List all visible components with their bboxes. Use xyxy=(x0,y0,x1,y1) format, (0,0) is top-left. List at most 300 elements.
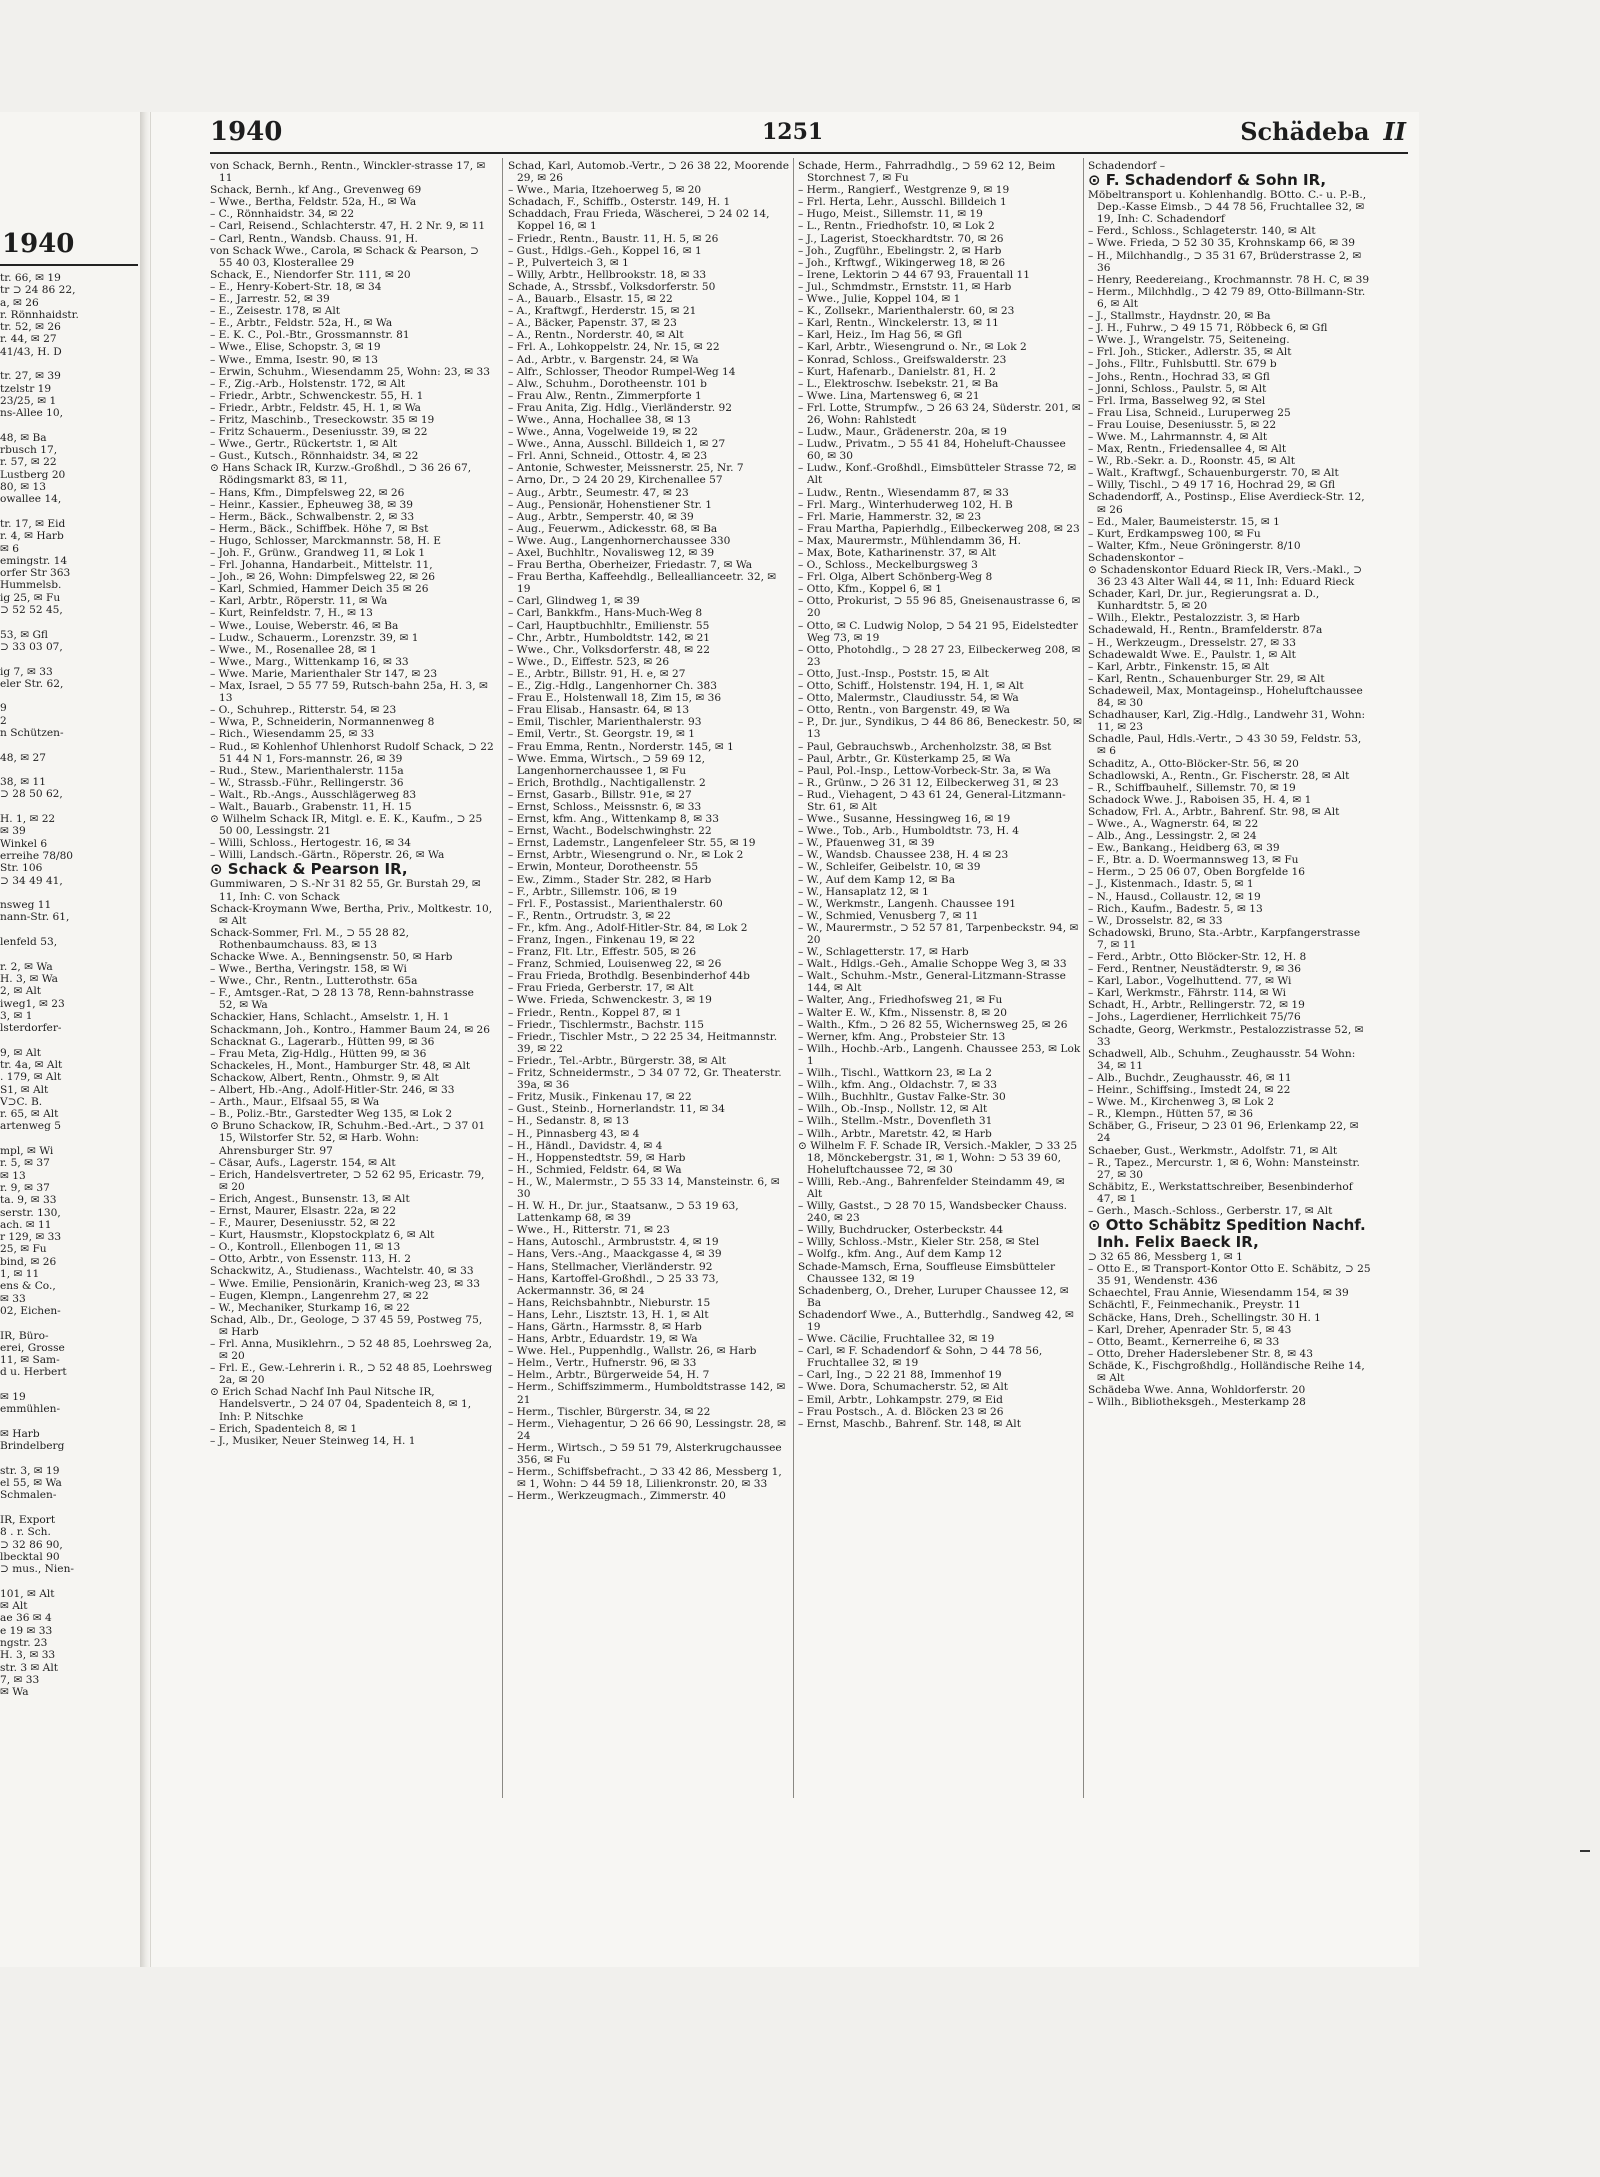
directory-entry: – H., Schmied, Feldstr. 64, ✉ Wa xyxy=(508,1163,682,1176)
directory-entry: Schaechtel, Frau Annie, Wiesendamm 154, ✉ 39 xyxy=(1088,1287,1349,1300)
directory-entry: – Carl, Hauptbuchhltr., Emilienstr. 55 xyxy=(508,619,710,632)
directory-entry: – Rud., Stew., Marienthalerstr. 115a xyxy=(210,764,404,777)
directory-entry: – E., Arbtr., Feldstr. 52a, H., ✉ Wa xyxy=(210,317,393,330)
directory-entry: – Wolfg., kfm. Ang., Auf dem Kamp 12 xyxy=(798,1248,1003,1261)
directory-entry: – Herm., Wirtsch., ⊃ 59 51 79, Alsterkrugchaussee 356, ✉ Fu xyxy=(508,1441,782,1467)
directory-entry: – Hans, Gärtn., Harmsstr. 8, ✉ Harb xyxy=(508,1321,702,1333)
directory-entry: – W., Schlagetterstr. 17, ✉ Harb xyxy=(798,946,969,959)
directory-entry: – Willy, Schloss.-Mstr., Kieler Str. 258, ✉ Stel xyxy=(798,1236,1040,1249)
previous-page-line: ✉ Alt xyxy=(0,1600,28,1613)
previous-page-year: 1940 xyxy=(2,229,75,259)
previous-page-line: ✉ Harb xyxy=(0,1427,40,1440)
directory-entry: – Friedr., Rentn., Koppel 87, ✉ 1 xyxy=(508,1006,682,1019)
directory-entry: Schadhauser, Karl, Zig.-Hdlg., Landwehr 31, Wohn: 11, ✉ 23 xyxy=(1088,709,1366,734)
previous-page-line: emmühlen- xyxy=(0,1403,61,1416)
directory-entry: – Ernst, Schloss., Meissnstr. 6, ✉ 33 xyxy=(508,800,702,813)
directory-entry: – Frl. Marg., Winterhuderweg 102, H. B xyxy=(798,498,1013,511)
directory-entry: Schäber, G., Friseur, ⊃ 23 01 96, Erlenkamp 22, ✉ 24 xyxy=(1088,1120,1359,1145)
directory-entry: – Otto, Kfm., Koppel 6, ✉ 1 xyxy=(798,583,943,596)
directory-entry: ⊙ Bruno Schackow, IR, Schuhm.-Bed.-Art., ⊃ 37 01 15, Wilstorfer Str. 52, ✉ Harb. Wohn: Ahrensburger Str. 97 xyxy=(210,1120,486,1157)
directory-entry: – Antonie, Schwester, Meissnerstr. 25, Nr. 7 xyxy=(508,462,744,475)
previous-page-line: IR, Büro- xyxy=(0,1329,49,1342)
directory-entry: – W., Wandsb. Chaussee 238, H. 4 ✉ 23 xyxy=(798,849,1009,862)
directory-entry: – Willy, Arbtr., Hellbrookstr. 18, ✉ 33 xyxy=(508,268,707,281)
previous-page-line xyxy=(0,764,138,776)
directory-entry: – Herm., Bäck., Schwalbenstr. 2, ✉ 33 xyxy=(210,510,415,523)
directory-entry: Schackmann, Joh., Kontro., Hammer Baum 24, ✉ 26 xyxy=(210,1023,491,1036)
directory-entry: – Wwe. Hel., Puppenhdlg., Wallstr. 26, ✉ Harb xyxy=(508,1345,757,1358)
directory-entry: – W., Werkmstr., Langenh. Chaussee 191 xyxy=(798,897,1016,910)
directory-entry: – O., Schuhrep., Ritterstr. 54, ✉ 23 xyxy=(210,704,397,717)
directory-entry: – Joh., ✉ 26, Wohn: Dimpfelsweg 22, ✉ 26 xyxy=(210,571,435,584)
directory-entry: – H., Pinnasberg 43, ✉ 4 xyxy=(508,1127,640,1140)
directory-entry: – Ferd., Rentner, Neustädterstr. 9, ✉ 36 xyxy=(1088,963,1301,976)
directory-entry: Schadewaldt Wwe. E., Paulstr. 1, ✉ Alt xyxy=(1088,648,1296,661)
directory-entry: – Gust., Kutsch., Rönnhaidstr. 34, ✉ 22 xyxy=(210,450,419,463)
directory-entry: – Max, Maurermstr., Mühlendamm 36, H. xyxy=(798,534,1022,547)
directory-entry: – B., Poliz.-Btr., Garstedter Weg 135, ✉ Lok 2 xyxy=(210,1108,453,1121)
previous-page-line: Lustberg 20 xyxy=(0,468,66,481)
previous-page-line xyxy=(0,690,138,702)
directory-entry: Schaeber, Gust., Werkmstr., Adolfstr. 71, ✉ Alt xyxy=(1088,1144,1338,1157)
directory-entry: – Walt., Kraftwgf., Schauenburgerstr. 70, ✉ Alt xyxy=(1088,467,1339,480)
directory-entry: – Wwe., Maria, Itzehoerweg 5, ✉ 20 xyxy=(508,184,702,197)
directory-entry: – E. K. C., Pol.-Btr., Grossmannstr. 81 xyxy=(210,329,410,342)
directory-entry: – Frau Lisa, Schneid., Luruperweg 25 xyxy=(1088,406,1291,419)
directory-entry: – Frl. Marie, Hammerstr. 32, ✉ 23 xyxy=(798,510,982,523)
directory-entry: – Otto, Beamt., Kernerreihe 6, ✉ 33 xyxy=(1088,1335,1280,1348)
directory-entry: – Wwe. J., Wrangelstr. 75, Seiteneing. xyxy=(1088,334,1290,347)
previous-page-line: erei, Grosse xyxy=(0,1341,65,1354)
directory-entry: – Karl, Rentn., Schauenburger Str. 29, ✉ Alt xyxy=(1088,672,1325,685)
previous-page-line: 3, ✉ 1 xyxy=(0,1009,33,1022)
directory-entry: – Wilh., Bibliotheksgeh., Mesterkamp 28 xyxy=(1088,1396,1306,1409)
directory-entry: ⊙ Hans Schack IR, Kurzw.-Großhdl., ⊃ 36 26 67, Rödingsmarkt 83, ✉ 11, xyxy=(210,462,472,487)
previous-page-line: rbusch 17, xyxy=(0,444,58,457)
directory-entry: – Heinr., Schiffsing., Imstedt 24, ✉ 22 xyxy=(1088,1084,1291,1097)
directory-entry: – Karl, Dreher, Apenrader Str. 5, ✉ 43 xyxy=(1088,1323,1292,1336)
directory-entry: – Wwe., Anna, Vogelweide 19, ✉ 22 xyxy=(508,426,698,439)
directory-entry: – F., Amtsger.-Rat, ⊃ 28 13 78, Renn-bahnstrasse 52, ✉ Wa xyxy=(210,987,474,1012)
directory-entry: – Aug., Pensionär, Hohenstiener Str. 1 xyxy=(508,498,713,511)
directory-entry: – Willy, Buchdrucker, Osterbeckstr. 44 xyxy=(798,1224,1004,1237)
directory-entry: – Wwe., H., Ritterstr. 71, ✉ 23 xyxy=(508,1224,670,1237)
directory-entry: – Fritz Schauerm., Deseniusstr. 39, ✉ 22 xyxy=(210,426,428,439)
directory-entry: – Walt., Rb.-Angs., Ausschlägerweg 83 xyxy=(210,788,417,801)
directory-entry: – Otto E., ✉ Transport-Kontor Otto E. Schäbitz, ⊃ 25 35 91, Wendenstr. 436 xyxy=(1088,1263,1371,1288)
directory-entry: – Wilh., kfm. Ang., Oldachstr. 7, ✉ 33 xyxy=(798,1079,997,1092)
directory-entry: Schad, Alb., Dr., Geologe, ⊃ 37 45 59, Postweg 75, ✉ Harb xyxy=(210,1313,483,1338)
directory-entry: – Karl, Labor., Vogelhuttend. 77, ✉ Wi xyxy=(1088,975,1292,988)
directory-entry: – Wwe., Marg., Wittenkamp 16, ✉ 33 xyxy=(210,655,409,668)
previous-page-line: Str. 106 xyxy=(0,862,43,875)
directory-entry: Schackow, Albert, Rentn., Ohmstr. 9, ✉ Alt xyxy=(210,1071,439,1084)
directory-entry: – W., Drosselstr. 82, ✉ 33 xyxy=(1088,914,1223,927)
directory-entry: – Joh., Zugführ., Ebelingstr. 2, ✉ Harb xyxy=(798,244,1002,257)
directory-entry: – Erwin, Schuhm., Wiesendamm 25, Wohn: 23, ✉ 33 xyxy=(210,365,491,378)
directory-entry: ⊙ Wilhelm F. F. Schade IR, Versich.-Makler, ⊃ 33 25 18, Mönckebergstr. 31, ✉ 1, Wohn: ⊃ 53 39 60, Hoheluftchaussee 72, ✉ 30 xyxy=(798,1139,1078,1176)
directory-entry: Schade, Herm., Fahrradhdlg., ⊃ 59 62 12, Beim Storchnest 7, ✉ Fu xyxy=(798,160,1056,185)
book-gutter xyxy=(140,112,150,1967)
previous-page-line: str. 3 ✉ Alt xyxy=(0,1661,58,1674)
previous-page-line: tr ⊃ 24 86 22, xyxy=(0,284,76,297)
directory-entry: – Frl. Irma, Basselweg 92, ✉ Stel xyxy=(1088,394,1266,407)
directory-entry: – Emil, Tischler, Marienthalerstr. 93 xyxy=(508,716,702,729)
previous-page-line: eler Str. 62, xyxy=(0,677,64,690)
previous-page-line: 41/43, H. D xyxy=(0,345,62,358)
directory-entry: – Franz, Flt. Ltr., Effestr. 505, ✉ 26 xyxy=(508,946,697,959)
directory-entry: – Carl, Ing., ⊃ 22 21 88, Immenhof 19 xyxy=(798,1369,1002,1382)
directory-entry: ⊙ Erich Schad Nachf Inh Paul Nitsche IR, Handelsvertr., ⊃ 24 07 04, Spadenteich 8, ✉ 1, Inh: P. Nitschke xyxy=(210,1386,472,1423)
directory-entry: – Karl, Rentn., Winckelerstr. 13, ✉ 11 xyxy=(798,317,999,330)
previous-page-line xyxy=(0,616,138,628)
directory-entry: – Otto, Rentn., von Bargenstr. 49, ✉ Wa xyxy=(798,704,1010,717)
directory-entry: – H., W., Malermstr., ⊃ 55 33 14, Mansteinstr. 6, ✉ 30 xyxy=(508,1175,780,1200)
previous-page-line: tr. 52, ✉ 26 xyxy=(0,321,61,334)
previous-page-line: el 55, ✉ Wa xyxy=(0,1477,62,1490)
directory-entry: von Schack, Bernh., Rentn., Winckler-strasse 17, ✉ 11 xyxy=(210,160,486,185)
directory-entry: – Eugen, Klempn., Langenrehm 27, ✉ 22 xyxy=(210,1289,429,1302)
previous-page-column xyxy=(0,272,138,1872)
directory-entry: – Ernst, Arbtr., Wiesengrund o. Nr., ✉ Lok 2 xyxy=(508,849,744,862)
previous-page-line: . 179, ✉ Alt xyxy=(0,1071,62,1084)
directory-entry: – Wwe. Lina, Martensweg 6, ✉ 21 xyxy=(798,389,980,402)
previous-page-line: bind, ✉ 26 xyxy=(0,1255,57,1268)
directory-entry: – R., Klempn., Hütten 57, ✉ 36 xyxy=(1088,1108,1254,1121)
directory-entry: – Herm., Schiffszimmerm., Humboldtstrasse 142, ✉ 21 xyxy=(508,1381,786,1406)
directory-entry: – Wwe. Aug., Langenhornerchaussee 330 xyxy=(508,534,731,547)
previous-page-line xyxy=(0,420,138,432)
previous-page-line: 8 . r. Sch. xyxy=(0,1526,51,1539)
directory-entry: Schadlowski, A., Rentn., Gr. Fischerstr. 28, ✉ Alt xyxy=(1088,769,1350,782)
directory-entry: – Frl. Johanna, Handarbeit., Mittelstr. 11, xyxy=(210,559,433,572)
previous-page-line: ⊃ 32 86 90, xyxy=(0,1538,63,1551)
directory-entry: – Wilh., Buchhltr., Gustav Falke-Str. 30 xyxy=(798,1091,1006,1104)
directory-entry: – Alw., Schuhm., Dorotheenstr. 101 b xyxy=(508,377,707,390)
directory-column-2 xyxy=(508,160,792,1960)
directory-entry: – H. W. H., Dr. jur., Staatsanw., ⊃ 53 19 63, Lattenkamp 68, ✉ 39 xyxy=(508,1200,739,1225)
directory-entry: Schackier, Hans, Schlacht., Amselstr. 1, H. 1 xyxy=(210,1011,450,1024)
directory-entry: – W., Rb.-Sekr. a. D., Roonstr. 45, ✉ Alt xyxy=(1088,455,1295,468)
header-name-range xyxy=(1240,117,1406,146)
directory-entry: Schadenskontor – xyxy=(1088,551,1184,564)
directory-entry: Schackwitz, A., Studienass., Wachtelstr. 40, ✉ 33 xyxy=(210,1265,474,1278)
directory-entry: – Hans, Reichsbahnbtr., Nieburstr. 15 xyxy=(508,1296,711,1309)
directory-entry: – Frau Anita, Zig. Hdlg., Vierländerstr. 92 xyxy=(508,401,732,414)
directory-entry: – Walter, Ang., Friedhofsweg 21, ✉ Fu xyxy=(798,994,1003,1007)
directory-entry: Schadwell, Alb., Schuhm., Zeughausstr. 54 Wohn: 34, ✉ 11 xyxy=(1088,1047,1356,1072)
directory-entry: Schad, Karl, Automob.-Vertr., ⊃ 26 38 22, Moorende 29, ✉ 26 xyxy=(508,160,789,185)
previous-page-line: ✉ 39 xyxy=(0,825,26,838)
directory-entry: – Karl, Arbtr., Röperstr. 11, ✉ Wa xyxy=(210,595,388,608)
directory-entry: – W., Mechaniker, Sturkamp 16, ✉ 22 xyxy=(210,1301,410,1314)
directory-entry: – Rud., Viehagent, ⊃ 43 61 24, General-Litzmann-Str. 61, ✉ Alt xyxy=(798,788,1066,813)
directory-entry: – Arth., Maur., Elfsaal 55, ✉ Wa xyxy=(210,1096,380,1109)
directory-entry: – Frau Frieda, Gerberstr. 17, ✉ Alt xyxy=(508,982,694,995)
directory-entry: Schadendorff, A., Postinsp., Elise Averdieck-Str. 12, ✉ 26 xyxy=(1088,491,1365,516)
directory-entry: – Wwe., Chr., Rentn., Lutterothstr. 65a xyxy=(210,975,418,988)
directory-entry: – Erich, Handelsvertreter, ⊃ 52 62 95, Ericastr. 79, ✉ 20 xyxy=(210,1168,485,1193)
directory-entry: – F., Btr. a. D. Woermannsweg 13, ✉ Fu xyxy=(1088,854,1299,867)
directory-entry: Möbeltransport u. Kohlenhandlg. BOtto. C.- u. P.-B., Dep.-Kasse Eimsb., ⊃ 44 78 56, Fruchtallee 32, ✉ 19, Inh: C. Schadendorf xyxy=(1088,189,1367,226)
previous-page-line xyxy=(0,924,138,936)
directory-entry: – J., Musiker, Neuer Steinweg 14, H. 1 xyxy=(210,1434,416,1447)
directory-entry: – H., Werkzeugm., Dresselstr. 27, ✉ 33 xyxy=(1088,636,1297,649)
directory-entry: – Frl. F., Postassist., Marienthalerstr. 60 xyxy=(508,897,723,910)
directory-entry: – Arno, Dr., ⊃ 24 20 29, Kirchenallee 57 xyxy=(508,474,723,487)
directory-entry: – Wwe., Emma, Isestr. 90, ✉ 13 xyxy=(210,353,379,366)
directory-entry: – Erwin, Monteur, Dorotheenstr. 55 xyxy=(508,861,699,874)
directory-entry: – Frau Frieda, Brothdlg. Besenbinderhof 44b xyxy=(508,970,750,983)
directory-entry: – Wwe. M., Kirchenweg 3, ✉ Lok 2 xyxy=(1088,1096,1274,1109)
previous-page-line: 2 xyxy=(0,714,7,727)
previous-page-line: 9 xyxy=(0,702,7,715)
firm-entry: ⊙ Otto Schäbitz Spedition Nachf. Inh. Felix Baeck IR, xyxy=(1088,1216,1366,1252)
previous-page-line: 48, ✉ 27 xyxy=(0,751,46,764)
directory-entry: – Paul, Gebrauchswb., Archenholzstr. 38, ✉ Bst xyxy=(798,740,1052,753)
previous-page-line: H. 3, ✉ Wa xyxy=(0,972,58,985)
directory-entry: – Karl, Arbtr., Wiesengrund o. Nr., ✉ Lok 2 xyxy=(798,341,1027,354)
previous-page-line: lbecktal 90 xyxy=(0,1550,60,1563)
previous-page-line: ach. ✉ 11 xyxy=(0,1218,52,1231)
directory-column-4 xyxy=(1088,160,1372,1960)
previous-page-line: 25, ✉ Fu xyxy=(0,1243,47,1256)
directory-entry: – E., Jarrestr. 52, ✉ 39 xyxy=(210,293,330,306)
previous-page-line: tzelstr 19 xyxy=(0,382,52,395)
page-header xyxy=(210,117,1410,151)
directory-entry: – Herm., Viehagentur, ⊃ 26 66 90, Lessingstr. 28, ✉ 24 xyxy=(508,1417,786,1442)
directory-entry: – Irene, Lektorin ⊃ 44 67 93, Frauentall 11 xyxy=(798,268,1031,281)
previous-page-line: ✉ Wa xyxy=(0,1686,29,1699)
directory-entry: – Kurt, Hausmstr., Klopstockplatz 6, ✉ Alt xyxy=(210,1229,435,1242)
previous-page-line: r. 2, ✉ Wa xyxy=(0,960,53,973)
directory-entry: – Kurt, Erdkampsweg 100, ✉ Fu xyxy=(1088,527,1261,540)
directory-entry: – Frau Bertha, Kaffeehdlg., Belleallianceetr. 32, ✉ 19 xyxy=(508,571,777,596)
directory-entry: – Rich., Kaufm., Badestr. 5, ✉ 13 xyxy=(1088,902,1263,915)
directory-entry: – R., Tapez., Mercurstr. 1, ✉ 6, Wohn: Mansteinstr. 27, ✉ 30 xyxy=(1088,1156,1360,1181)
directory-entry: – Wwe., Bertha, Feldstr. 52a, H., ✉ Wa xyxy=(210,196,417,209)
previous-page-line: owallee 14, xyxy=(0,493,62,506)
directory-entry: – H., Hoppenstedtstr. 59, ✉ Harb xyxy=(508,1151,686,1164)
previous-page-line: tr. 4a, ✉ Alt xyxy=(0,1059,63,1071)
previous-page-line: IR, Export xyxy=(0,1513,56,1526)
directory-entry: – Aug., Feuerwm., Adickesstr. 68, ✉ Ba xyxy=(508,522,718,535)
directory-entry: Schackeles, H., Mont., Hamburger Str. 48, ✉ Alt xyxy=(210,1059,471,1072)
directory-entry: – W., Strassb.-Führ., Rellingerstr. 36 xyxy=(210,776,404,789)
directory-entry: – Wwe., D., Eiffestr. 523, ✉ 26 xyxy=(508,655,670,668)
previous-page-line: r. 5, ✉ 37 xyxy=(0,1157,50,1170)
directory-entry: ⊙ Schadenskontor Eduard Rieck IR, Vers.-Makl., ⊃ 36 23 43 Alter Wall 44, ✉ 11, Inh: Eduard Rieck xyxy=(1088,564,1363,589)
directory-entry: – Ed., Maler, Baumeisterstr. 15, ✉ 1 xyxy=(1088,515,1280,528)
directory-entry: – Aug., Arbtr., Seumestr. 47, ✉ 23 xyxy=(508,486,689,499)
directory-entry: – Frl. Olga, Albert Schönberg-Weg 8 xyxy=(798,571,993,584)
directory-entry: – Wwe. M., Lahrmannstr. 4, ✉ Alt xyxy=(1088,430,1268,443)
directory-entry: – F., Zig.-Arb., Holstenstr. 172, ✉ Alt xyxy=(210,377,406,390)
previous-page-line: ⊃ 34 49 41, xyxy=(0,874,63,887)
directory-entry: Schack-Sommer, Frl. M., ⊃ 55 28 82, Rothenbaumchauss. 83, ✉ 13 xyxy=(210,926,409,951)
directory-entry: Schadowski, Bruno, Sta.-Arbtr., Karpfangerstrasse 7, ✉ 11 xyxy=(1088,926,1361,951)
directory-entry: – K., Zollsekr., Marienthalerstr. 60, ✉ 23 xyxy=(798,305,1015,318)
directory-entry: – Friedr., Arbtr., Schwenckestr. 55, H. 1 xyxy=(210,389,424,402)
directory-entry: – Konrad, Schloss., Greifswalderstr. 23 xyxy=(798,353,1007,366)
directory-entry: – Frl. Lotte, Strumpfw., ⊃ 26 63 24, Süderstr. 201, ✉ 26, Wohn: Rahlstedt xyxy=(798,401,1081,426)
header-rule xyxy=(210,152,1408,154)
previous-page-line: e 19 ✉ 33 xyxy=(0,1624,53,1637)
directory-entry: – Helm., Vertr., Hufnerstr. 96, ✉ 33 xyxy=(508,1357,697,1370)
directory-entry: – Willi, Landsch.-Gärtn., Röperstr. 26, ✉ Wa xyxy=(210,849,445,862)
directory-entry: – W., Pfauenweg 31, ✉ 39 xyxy=(798,837,935,850)
previous-page-line: Brindelberg xyxy=(0,1440,65,1453)
directory-entry: – Frl. Anna, Musiklehrn., ⊃ 52 48 85, Loehrsweg 2a, ✉ 20 xyxy=(210,1338,493,1363)
directory-entry: – Wilh., Tischl., Wattkorn 23, ✉ La 2 xyxy=(798,1067,992,1080)
directory-entry: – Henry, Reedereiang., Krochmannstr. 78 H. C, ✉ 39 xyxy=(1088,273,1370,286)
previous-page-line: 11, ✉ Sam- xyxy=(0,1354,60,1367)
directory-entry: – Friedr., Rentn., Baustr. 11, H. 5, ✉ 26 xyxy=(508,232,719,245)
directory-entry: – Herm., Werkzeugmach., Zimmerstr. 40 xyxy=(508,1490,726,1503)
previous-page-line xyxy=(0,653,138,665)
directory-entry: Schade-Mamsch, Erna, Souffleuse Eimsbütteler Chaussee 132, ✉ 19 xyxy=(798,1260,1056,1285)
directory-entry: – Axel, Buchhltr., Novalisweg 12, ✉ 39 xyxy=(508,547,715,559)
directory-entry: – A., Kraftwgf., Herderstr. 15, ✉ 21 xyxy=(508,305,697,318)
previous-page-line xyxy=(0,1416,138,1428)
directory-entry: Schade, A., Strssbf., Volksdorferstr. 50 xyxy=(508,280,716,293)
previous-page-line: ✉ 13 xyxy=(0,1169,26,1182)
previous-page-line: 53, ✉ Gfl xyxy=(0,628,48,641)
directory-entry: – Hugo, Meist., Sillemstr. 11, ✉ 19 xyxy=(798,208,983,221)
directory-entry: – Werner, kfm. Ang., Probsteier Str. 13 xyxy=(798,1030,1006,1043)
previous-page-line: ⊃ 28 50 62, xyxy=(0,788,63,801)
previous-page-line: S1, ✉ Alt xyxy=(0,1083,49,1096)
directory-entry: – L., Elektroschw. Isebekstr. 21, ✉ Ba xyxy=(798,377,999,390)
directory-entry: – Otto, Prokurist, ⊃ 55 96 85, Gneisenaustrasse 6, ✉ 20 xyxy=(798,595,1081,620)
previous-page-line: 23/25, ✉ 1 xyxy=(0,394,57,407)
directory-entry: – Wwe., Bertha, Veringstr. 158, ✉ Wi xyxy=(210,963,407,976)
previous-page-rule xyxy=(0,264,138,266)
directory-entry: – Herm., Rangierf., Westgrenze 9, ✉ 19 xyxy=(798,184,1010,197)
directory-entry: – F., Arbtr., Sillemstr. 106, ✉ 19 xyxy=(508,885,677,898)
directory-entry: – Ernst, Gasarb., Billstr. 91e, ✉ 27 xyxy=(508,788,692,801)
scan-edge-mark xyxy=(1580,1850,1590,1852)
previous-page-line xyxy=(0,948,138,960)
directory-entry: – Albert, Hb.-Ang., Adolf-Hitler-Str. 246, ✉ 33 xyxy=(210,1084,455,1097)
directory-entry: – Hans, Lehr., Lisztstr. 13, H. 1, ✉ Alt xyxy=(508,1308,709,1321)
directory-entry: Schäcke, Hans, Dreh., Schellingstr. 30 H. 1 xyxy=(1088,1311,1321,1324)
directory-entry: Schacke Wwe. A., Benningsenstr. 50, ✉ Harb xyxy=(210,951,453,963)
directory-entry: – Alb., Ang., Lessingstr. 2, ✉ 24 xyxy=(1088,830,1257,843)
directory-entry: – Karl, Heiz., Im Hag 56, ✉ Gfl xyxy=(798,329,962,342)
previous-page-line xyxy=(0,887,138,899)
directory-entry: – Wilh., Stellm.-Mstr., Dovenfleth 31 xyxy=(798,1115,993,1128)
directory-entry: Schaditz, A., Otto-Blöcker-Str. 56, ✉ 20 xyxy=(1088,757,1299,770)
directory-entry: – Wilh., Elektr., Pestalozzistr. 3, ✉ Harb xyxy=(1088,612,1300,625)
directory-entry: – Herm., Schiffsbefracht., ⊃ 33 42 86, Messberg 1, ✉ 1, Wohn: ⊃ 44 59 18, Lilienkronstr. 20, ✉ 33 xyxy=(508,1466,782,1491)
directory-entry: – Emil, Arbtr., Lohkampstr. 279, ✉ Eid xyxy=(798,1393,1003,1406)
directory-entry: – Gerh., Masch.-Schloss., Gerberstr. 17, ✉ Alt xyxy=(1088,1204,1333,1217)
directory-entry: – Frl. Joh., Sticker., Adlerstr. 35, ✉ Alt xyxy=(1088,346,1292,359)
directory-entry: – Wwe., Anna, Ausschl. Billdeich 1, ✉ 27 xyxy=(508,438,726,451)
column-divider xyxy=(1083,158,1084,1798)
previous-page-line: ae 36 ✉ 4 xyxy=(0,1612,52,1625)
previous-page-line: 02, Eichen- xyxy=(0,1304,61,1317)
directory-entry: – Ew., Bankang., Heidberg 63, ✉ 39 xyxy=(1088,842,1280,855)
directory-entry: – Herm., Tischler, Bürgerstr. 34, ✉ 22 xyxy=(508,1405,711,1418)
directory-entry: – P., Pulverteich 3, ✉ 1 xyxy=(508,256,629,269)
previous-page-line: n Schützen- xyxy=(0,726,64,739)
previous-page-line xyxy=(0,1133,138,1145)
directory-entry: – Helm., Arbtr., Bürgerweide 54, H. 7 xyxy=(508,1369,710,1382)
directory-entry: – Friedr., Tischler Mstr., ⊃ 22 25 34, Heitmannstr. 39, ✉ 22 xyxy=(508,1030,778,1055)
directory-entry: – Fr., kfm. Ang., Adolf-Hitler-Str. 84, ✉ Lok 2 xyxy=(508,921,748,934)
directory-entry: Schaddach, Frau Frieda, Wäscherei, ⊃ 24 02 14, Koppel 16, ✉ 1 xyxy=(508,208,770,233)
directory-entry: – Fritz, Maschinb., Treseckowstr. 35 ✉ 19 xyxy=(210,413,435,426)
directory-entry: – Wwe. Frieda, ⊃ 52 30 35, Krohnskamp 66, ✉ 39 xyxy=(1088,237,1355,250)
previous-page-line: Hummelsb. xyxy=(0,579,62,592)
directory-entry: – E., Arbtr., Billstr. 91, H. e, ✉ 27 xyxy=(508,667,686,680)
directory-column-1 xyxy=(210,160,494,1960)
header-range-word: Schädeba xyxy=(1240,117,1370,146)
directory-entry: Schack-Kroymann Wwe, Bertha, Priv., Moltkestr. 10, ✉ Alt xyxy=(210,902,493,927)
previous-page-line: lsterdorfer- xyxy=(0,1022,62,1035)
directory-column-3 xyxy=(798,160,1082,1960)
directory-entry: – Frau Elisab., Hansastr. 64, ✉ 13 xyxy=(508,704,690,717)
directory-entry: – P., Dr. jur., Syndikus, ⊃ 44 86 86, Beneckestr. 50, ✉ 13 xyxy=(798,716,1082,741)
previous-page-line: d u. Herbert xyxy=(0,1366,67,1379)
directory-entry: – Paul, Arbtr., Gr. Küsterkamp 25, ✉ Wa xyxy=(798,752,1011,765)
directory-entry: – Paul, Pol.-Insp., Lettow-Vorbeck-Str. 3a, ✉ Wa xyxy=(798,764,1051,777)
directory-entry: – C., Rönnhaidstr. 34, ✉ 22 xyxy=(210,208,355,221)
previous-page-line: 38, ✉ 11 xyxy=(0,776,46,789)
directory-entry: – Karl, Werkmstr., Fährstr. 114, ✉ Wi xyxy=(1088,987,1287,1000)
directory-entry: – Franz, Ingen., Finkenau 19, ✉ 22 xyxy=(508,934,696,946)
directory-entry: – Frl. Anni, Schneid., Ottostr. 4, ✉ 23 xyxy=(508,450,708,463)
directory-entry: – H., Sedanstr. 8, ✉ 13 xyxy=(508,1115,629,1128)
directory-entry: Schädeba Wwe. Anna, Wohldorferstr. 20 xyxy=(1088,1384,1306,1397)
directory-entry: – Gust., Hdlgs.-Geh., Koppel 16, ✉ 1 xyxy=(508,244,702,257)
directory-entry: – J., Kistenmach., Idastr. 5, ✉ 1 xyxy=(1088,878,1254,891)
previous-page-line: ⊃ 33 03 07, xyxy=(0,640,63,653)
directory-entry: – Wwe., Elise, Schopstr. 3, ✉ 19 xyxy=(210,341,381,354)
directory-entry: – Jonni, Schloss., Paulstr. 5, ✉ Alt xyxy=(1088,382,1267,395)
previous-page-line: nann-Str. 61, xyxy=(0,911,70,924)
directory-entry: – J. H., Fuhrw., ⊃ 49 15 71, Röbbeck 6, ✉ Gfl xyxy=(1088,322,1328,335)
previous-page-line: orfer Str 363 xyxy=(0,567,71,580)
column-divider xyxy=(502,158,503,1798)
directory-entry: – E., Zeisestr. 178, ✉ Alt xyxy=(210,305,341,318)
header-volume: II xyxy=(1383,117,1406,146)
directory-entry: – Aug., Arbtr., Semperstr. 40, ✉ 39 xyxy=(508,510,694,523)
directory-entry: – Walth., Kfm., ⊃ 26 82 55, Wichernsweg 25, ✉ 26 xyxy=(798,1018,1068,1031)
directory-entry: – Frau Bertha, Oberheizer, Friedastr. 7, ✉ Wa xyxy=(508,559,753,572)
directory-entry: – F., Rentn., Ortrudstr. 3, ✉ 22 xyxy=(508,909,671,922)
directory-entry: – O., Kontroll., Ellenbogen 11, ✉ 13 xyxy=(210,1241,401,1254)
directory-entry: – Jul., Schmdmstr., Ernststr. 11, ✉ Harb xyxy=(798,280,1012,293)
previous-page-line: 9, ✉ Alt xyxy=(0,1046,42,1059)
directory-entry: – Frau Postsch., A. d. Blöcken 23 ✉ 26 xyxy=(798,1405,1004,1418)
previous-page-line: Schmalen- xyxy=(0,1489,57,1502)
directory-entry: – Carl, Rentn., Wandsb. Chauss. 91, H. xyxy=(210,232,418,245)
column-divider xyxy=(793,158,794,1798)
previous-page-fragment xyxy=(0,112,143,1967)
directory-entry: – Hans, Arbtr., Eduardstr. 19, ✉ Wa xyxy=(508,1333,698,1346)
directory-entry: – Chr., Arbtr., Humboldtstr. 142, ✉ 21 xyxy=(508,631,711,644)
previous-page-line: a, ✉ 26 xyxy=(0,296,39,309)
directory-entry: – Wwe., Chr., Volksdorferstr. 48, ✉ 22 xyxy=(508,643,710,656)
previous-page-line: ✉ 6 xyxy=(0,542,19,555)
directory-entry: – W., Schmied, Venusberg 7, ✉ 11 xyxy=(798,909,979,922)
directory-entry: – Willy, Gastst., ⊃ 28 70 15, Wandsbecker Chauss. 240, ✉ 23 xyxy=(798,1200,1068,1225)
firm-entry: ⊙ Schack & Pearson IR, xyxy=(210,860,408,879)
directory-entry: – Fritz, Schneidermstr., ⊃ 34 07 72, Gr. Theaterstr. 39a, ✉ 36 xyxy=(508,1067,782,1092)
